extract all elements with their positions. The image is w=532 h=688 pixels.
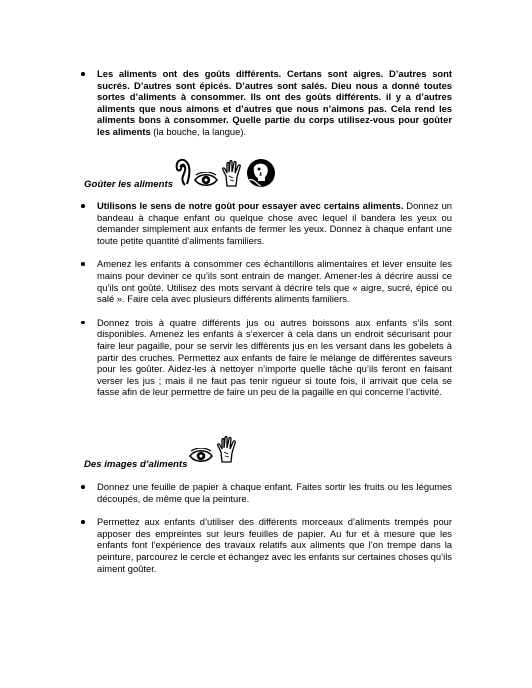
item-text: Donnez un bandeau à chaque enfant ou quelque chose avec lequel il bandera les yeux ou demander simplement aux enfants de fermer les yeux. Donnez à chaque enfant une toute petite quantité d’aliments familiers. — [97, 200, 453, 246]
sense-icons-2 — [189, 436, 238, 464]
list-item — [72, 68, 452, 138]
intro-bold-text: Les aliments ont des goûts différents. Certans sont aigres. D’autres sont sucrés. D’autres sont épicés. D’autres sont salés. Dieu nous a donné toutes sortes d’aliments à consommer. Ils ont des goûts différents. il y a d’autres aliments que nous aimons et d’autres que nous n’aimons pas. Cela rend les aliments bons à consommer. Quelle partie du corps utilisez-vous pour goûter les aliments — [97, 68, 452, 137]
hand-icon — [221, 160, 243, 188]
item-text: Donnez une feuille de papier à chaque enfant. Faites sortir les fruits ou les légumes découpés, de même que la peinture. — [97, 481, 452, 504]
list-item — [72, 481, 452, 504]
item-text: Donnez trois à quatre différents jus ou autres boissons aux enfants s’ils sont disponibles. Amenez les enfants à s’exercer à cela dans un endroit sécurisant pour faire leur pagaille, pour se servir les différents jus en les versant dans les gobelets à partir des cruches. Permettez aux enfants de faire le mélange de différentes saveurs pour les goûter. Aidez-les à nettoyer n’importe quelle tâche qu’ils feront en faisant verser les jus ; mais il ne faut pas tenir rigueur si toute fois, il arrivait que cela se fasse afin de leur permettre de faire un peu de la pagaille en qui concerne l’activité. — [97, 316, 452, 398]
sense-icons — [175, 158, 276, 188]
list-item — [72, 516, 452, 574]
bullet-icon — [81, 485, 85, 489]
list-item — [72, 317, 452, 398]
eye-icon — [189, 448, 213, 464]
head-icon — [246, 158, 276, 188]
intro-block — [72, 68, 452, 138]
bullet-icon — [81, 262, 85, 266]
section-tasting-list — [72, 200, 452, 398]
bullet-icon — [81, 520, 85, 524]
item-bold-text: Utilisons le sens de notre goût pour essayer avec certains aliments. — [97, 200, 404, 211]
intro-plain-text: (la bouche, la langue). — [150, 125, 247, 137]
list-item — [72, 258, 452, 304]
section-heading-images: Des images d’aliments — [84, 459, 188, 470]
item-text: Amenez les enfants à consommer ces échantillons alimentaires et lever ensuite les mains pour deviner ce qu’ils sont entrain de manger. Amener-les à décrire aussi ce qu’ils ont goûté. Utilisez des mots servant à décrire tels que « aigre, sucré, épicé ou salé ». Faire cela avec plusieurs différents aliments familiers. — [97, 258, 452, 305]
hand-icon — [216, 436, 238, 464]
ear-icon — [175, 158, 191, 188]
bullet-icon — [81, 72, 85, 76]
bullet-icon — [81, 321, 85, 325]
eye-icon — [194, 172, 218, 188]
section-images-list — [72, 481, 452, 574]
section-heading-tasting: Goûter les aliments — [84, 179, 174, 190]
list-item — [72, 200, 452, 246]
item-text: Permettez aux enfants d’utiliser des différents morceaux d’aliments trempés pour apposer des empreintes sur leurs feuilles de papier. Au fur et à mesure que les enfants font l’expérience des travaux relatifs aux aliments que l’on trempe dans la peinture, parcourez le cercle et échangez avec les enfants sur certaines choses qu’ils aiment goûter. — [97, 516, 452, 574]
bullet-icon — [81, 204, 85, 208]
